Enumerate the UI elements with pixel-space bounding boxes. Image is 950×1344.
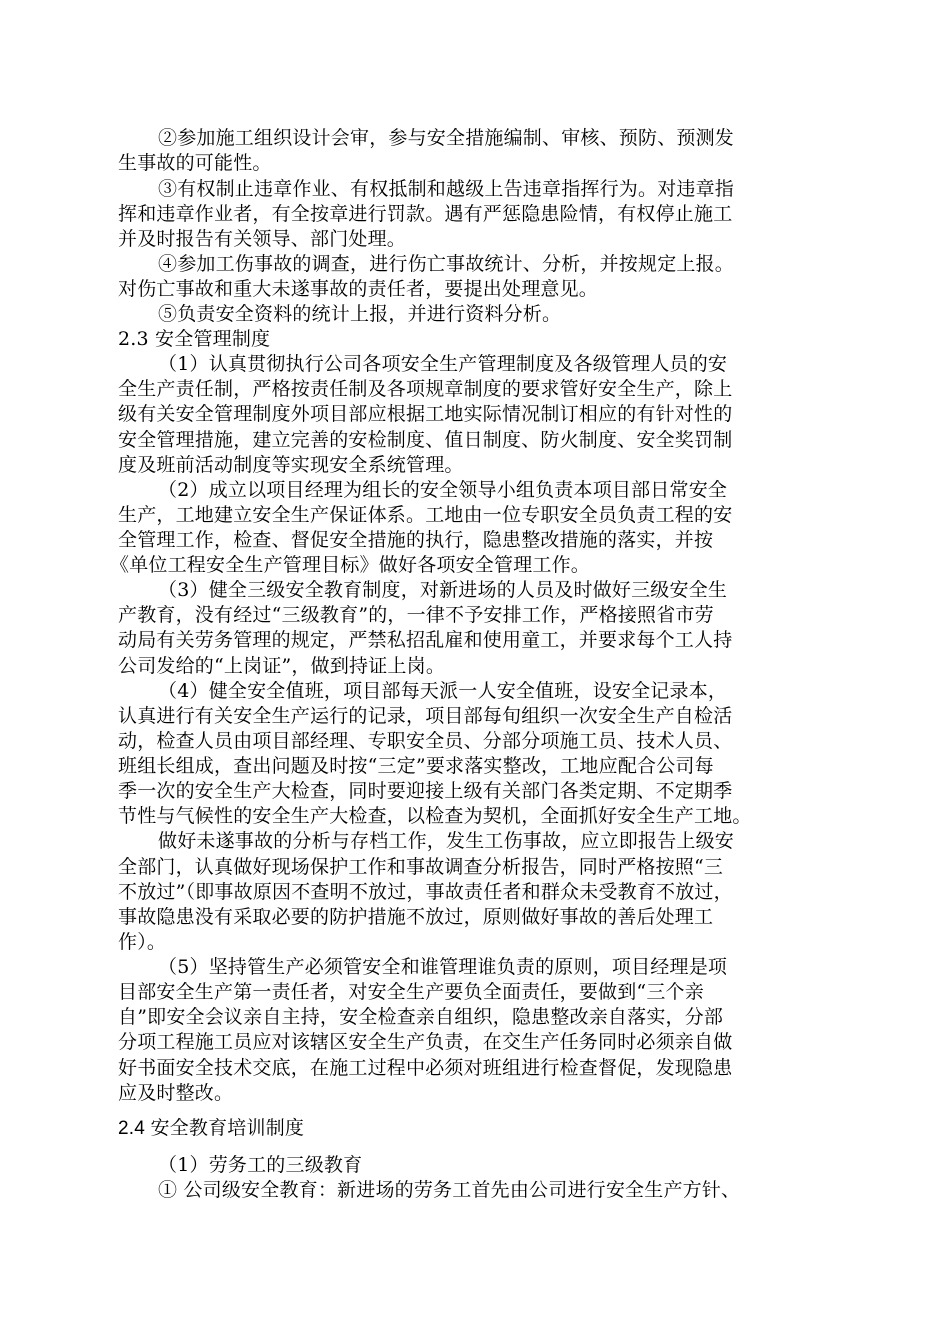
section-heading-2-3: 2.3 安全管理制度 xyxy=(118,328,271,350)
paragraph-line: 公司发给的“上岗证”，做到持证上岗。 xyxy=(118,655,446,677)
paragraph-line: （5）坚持管生产必须管安全和谁管理谁负责的原则，项目经理是项 xyxy=(158,956,728,978)
paragraph-line: 节性与气候性的安全生产大检查，以检查为契机，全面抓好安全生产工地。 xyxy=(118,805,752,827)
paragraph-line: 应及时整改。 xyxy=(118,1082,234,1104)
paragraph-line: 级有关安全管理制度外项目部应根据工地实际情况制订相应的有针对性的 xyxy=(118,403,733,425)
paragraph-line: 并及时报告有关领导、部门处理。 xyxy=(118,228,407,250)
paragraph-line: 安全管理措施，建立完善的安检制度、值日制度、防火制度、安全奖罚制 xyxy=(118,429,733,451)
paragraph-line: 全管理工作，检查、督促安全措施的执行，隐患整改措施的落实，并按 xyxy=(118,529,714,551)
paragraph-line: ②参加施工组织设计会审，参与安全措施编制、审核、预防、预测发 xyxy=(158,127,735,149)
paragraph-line: （2）成立以项目经理为组长的安全领导小组负责本项目部日常安全 xyxy=(158,479,728,501)
paragraph-line: 班组长组成，查出问题及时按“三定”要求落实整改，工地应配合公司每 xyxy=(118,755,714,777)
paragraph-line: 产教育，没有经过“三级教育”的，一律不予安排工作，严格接照省市劳 xyxy=(118,604,714,626)
paragraph-line: （1）认真贯彻执行公司各项安全生产管理制度及各级管理人员的安 xyxy=(158,353,728,375)
paragraph-line: （4）健全安全值班，项目部每天派一人安全值班，设安全记录本， xyxy=(158,680,728,702)
paragraph-line: （1）劳务工的三级教育 xyxy=(158,1154,363,1176)
paragraph-line: 对伤亡事故和重大未遂事故的责任者，要提出处理意见。 xyxy=(118,278,599,300)
paragraph-line: ④参加工伤事故的调查，进行伤亡事故统计、分析，并按规定上报。 xyxy=(158,253,735,275)
paragraph-line: 做好未遂事故的分析与存档工作，发生工伤事故，应立即报告上级安 xyxy=(158,830,735,852)
paragraph-line: 认真进行有关安全生产运行的记录，项目部每旬组织一次安全生产自检活 xyxy=(118,705,733,727)
paragraph-line: 动，检查人员由项目部经理、专职安全员、分部分项施工员、技术人员、 xyxy=(118,730,733,752)
paragraph-line: 全部门，认真做好现场保护工作和事故调查分析报告，同时严格按照“三 xyxy=(118,856,724,878)
paragraph-line: 不放过”（即事故原因不查明不放过，事故责任者和群众未受教育不放过， xyxy=(118,881,733,903)
paragraph-line: 目部安全生产第一责任者，对安全生产要负全面责任，要做到“三个亲 xyxy=(118,981,704,1003)
paragraph-line: 挥和违章作业者，有全按章进行罚款。遇有严惩隐患险情，有权停止施工 xyxy=(118,203,733,225)
section-heading-2-4: 2.4 安全教育培训制度 xyxy=(118,1118,305,1139)
paragraph-line: 全生产责任制，严格按责任制及各项规章制度的要求管好安全生产，除上 xyxy=(118,378,733,400)
paragraph-line: （3）健全三级安全教育制度，对新进场的人员及时做好三级安全生 xyxy=(158,579,728,601)
paragraph-line: 事故隐患没有采取必要的防护措施不放过，原则做好事故的善后处理工 xyxy=(118,906,714,928)
paragraph-line: ① 公司级安全教育：新进场的劳务工首先由公司进行安全生产方针、 xyxy=(158,1179,741,1201)
paragraph-line: 生事故的可能性。 xyxy=(118,152,272,174)
paragraph-line: 分项工程施工员应对该辖区安全生产负责，在交生产任务同时必须亲自做 xyxy=(118,1031,733,1053)
paragraph-line: 自”即安全会议亲自主持，安全检查亲自组织，隐患整改亲自落实，分部 xyxy=(118,1006,724,1028)
paragraph-line: ⑤负责安全资料的统计上报，并进行资料分析。 xyxy=(158,303,562,325)
paragraph-line: 动局有关劳务管理的规定，严禁私招乱雇和使用童工，并要求每个工人持 xyxy=(118,629,733,651)
paragraph-line: 季一次的安全生产大检查，同时要迎接上级有关部门各类定期、不定期季 xyxy=(118,780,733,802)
paragraph-line: 《单位工程安全生产管理目标》做好各项安全管理工作。 xyxy=(110,554,591,576)
paragraph-line: 好书面安全技术交底，在施工过程中必须对班组进行检查督促，发现隐患 xyxy=(118,1057,733,1079)
paragraph-line: 生产，工地建立安全生产保证体系。工地由一位专职安全员负责工程的安 xyxy=(118,504,733,526)
paragraph-line: ③有权制止违章作业、有权抵制和越级上告违章指挥行为。对违章指 xyxy=(158,178,735,200)
paragraph-line: 度及班前活动制度等实现安全系统管理。 xyxy=(118,454,464,476)
paragraph-line: 作）。 xyxy=(118,931,167,953)
